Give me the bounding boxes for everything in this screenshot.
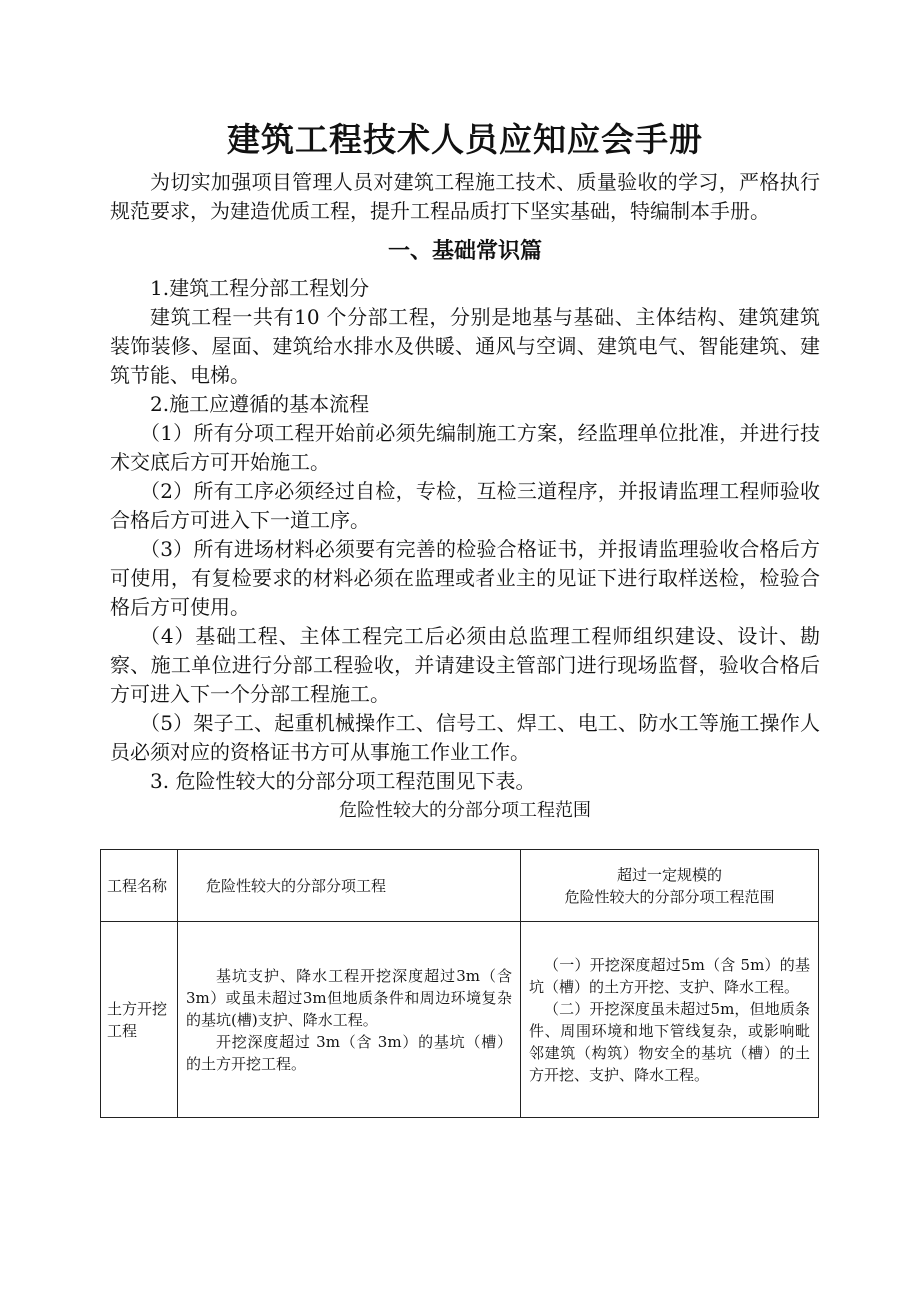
item3-title: 3. 危险性较大的分部分项工程范围见下表。 (150, 769, 536, 793)
step-paragraph: （4）基础工程、主体工程完工后必须由总监理工程师组织建设、设计、勘察、施工单位进行分部工程验收，并请建设主管部门进行现场监督，验收合格后方可进入下一个分部工程施工。 (110, 624, 820, 706)
cell-paragraph: 开挖深度超过 3m（含 3m）的基坑（槽）的土方开挖工程。 (186, 1032, 512, 1073)
cell-over-scale (521, 922, 819, 1118)
step-paragraph: （2）所有工序必须经过自检，专检，互检三道程序，并报请监理工程师验收合格后方可进入下一道工序。 (110, 479, 820, 532)
intro-paragraph: 为切实加强项目管理人员对建筑工程施工技术、质量验收的学习，严格执行规范要求，为建造优质工程，提升工程品质打下坚实基础，特编制本手册。 (110, 170, 820, 223)
cell-paragraph: 基坑支护、降水工程开挖深度超过3m（含3m）或虽未超过3m但地质条件和周边环境复杂的基坑(槽)支护、降水工程。 (186, 966, 512, 1029)
header-over-scale (521, 850, 819, 922)
step-paragraph: （1）所有分项工程开始前必须先编制施工方案，经监理单位批准，并进行技术交底后方可开始施工。 (110, 421, 820, 474)
item1-title: 1.建筑工程分部工程划分 (150, 276, 370, 300)
item2-title: 2.施工应遵循的基本流程 (150, 392, 370, 416)
document-page (110, 118, 820, 832)
cell-project-name: 土方开挖工程 (101, 922, 178, 1118)
risk-table (100, 849, 819, 1118)
table-caption: 危险性较大的分部分项工程范围 (339, 800, 591, 821)
step-paragraph: （5）架子工、起重机械操作工、信号工、焊工、电工、防水工等施工操作人员必须对应的资格证书方可从事施工作业工作。 (110, 711, 820, 764)
cell-paragraph: （一）开挖深度超过5m（含 5m）的基坑（槽）的土方开挖、支护、降水工程。 (529, 955, 810, 996)
header-project-name: 工程名称 (101, 850, 178, 922)
step-paragraph: （3）所有进场材料必须要有完善的检验合格证书，并报请监理验收合格后方可使用，有复检要求的材料必须在监理或者业主的见证下进行取样送检，检验合格后方可使用。 (110, 537, 820, 619)
header-over-line2: 危险性较大的分部分项工程范围 (564, 887, 775, 906)
item1-body: 建筑工程一共有10 个分部工程，分别是地基与基础、主体结构、建筑建筑装饰装修、屋面、建筑给水排水及供暖、通风与空调、建筑电气、智能建筑、建筑节能、电梯。 (110, 305, 820, 387)
header-dangerous: 危险性较大的分部分项工程 (178, 850, 521, 922)
cell-dangerous (178, 922, 521, 1118)
cell-paragraph: （二）开挖深度虽未超过5m，但地质条件、周围环境和地下管线复杂，或影响毗邻建筑（构筑）物安全的基坑（槽）的土方开挖、支护、降水工程。 (529, 999, 810, 1084)
document-title: 建筑工程技术人员应知应会手册 (227, 120, 703, 159)
section-heading: 一、基础常识篇 (387, 239, 542, 264)
table-header-row (101, 850, 819, 922)
header-over-line1: 超过一定规模的 (616, 865, 722, 884)
table-row (101, 922, 819, 1118)
